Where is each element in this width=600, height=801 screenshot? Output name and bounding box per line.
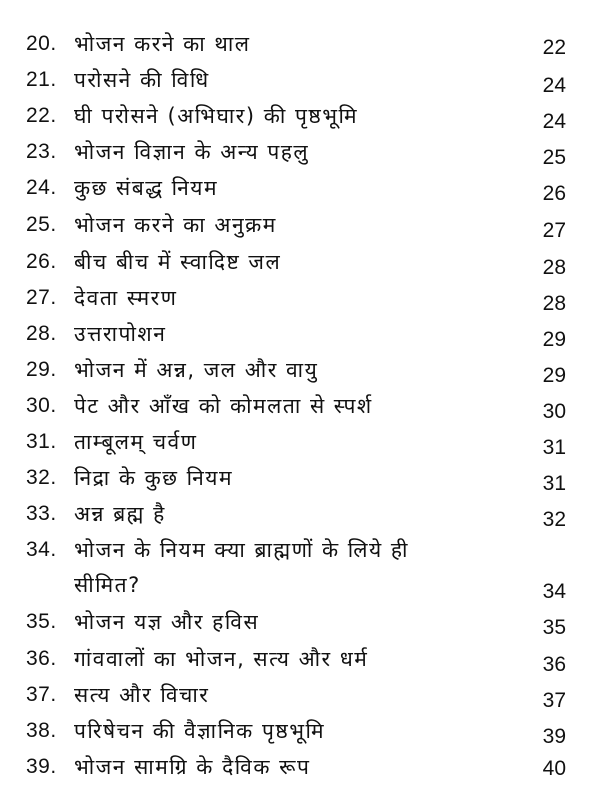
entry-title: ताम्बूलम् चर्वण	[74, 430, 198, 454]
entry-page: 24	[542, 74, 566, 97]
entry-number: 39.	[26, 755, 57, 778]
entry-title: घी परोसने (अभिघार) की पृष्ठभूमि	[74, 104, 359, 128]
entry-number: 37.	[26, 683, 57, 706]
entry-page: 31	[542, 472, 566, 495]
entry-title: परोसने की विधि	[74, 68, 210, 92]
entry-title: भोजन करने का थाल	[74, 32, 251, 56]
entry-title-continuation: सीमित?	[74, 573, 141, 597]
entry-title: भोजन में अन्न, जल और वायु	[74, 358, 319, 382]
entry-number: 25.	[26, 213, 57, 236]
entry-title: भोजन यज्ञ और हविस	[74, 610, 260, 634]
entry-title: अन्न ब्रह्म है	[74, 502, 166, 526]
entry-page: 37	[542, 689, 566, 712]
entry-title: भोजन करने का अनुक्रम	[74, 213, 277, 237]
entry-number: 32.	[26, 466, 57, 489]
entry-page: 35	[542, 616, 566, 639]
entry-title: कुछ संबद्ध नियम	[74, 176, 218, 200]
entry-page: 29	[542, 328, 566, 351]
entry-number: 30.	[26, 394, 57, 417]
entry-number: 36.	[26, 647, 57, 670]
entry-page: 24	[542, 110, 566, 133]
entry-title: निद्रा के कुछ नियम	[74, 466, 234, 490]
entry-page: 26	[542, 182, 566, 205]
entry-title: सत्य और विचार	[74, 683, 210, 707]
entry-title: उत्तरापोशन	[74, 322, 167, 346]
entry-title: पेट और आँख को कोमलता से स्पर्श	[74, 394, 373, 418]
entry-number: 29.	[26, 358, 57, 381]
entry-number: 24.	[26, 176, 57, 199]
entry-number: 21.	[26, 68, 57, 91]
entry-number: 22.	[26, 104, 57, 127]
entry-page: 27	[542, 219, 566, 242]
entry-page: 40	[542, 757, 566, 780]
entry-page: 36	[542, 653, 566, 676]
entry-number: 38.	[26, 719, 57, 742]
entry-page: 28	[542, 292, 566, 315]
entry-title: बीच बीच में स्वादिष्ट जल	[74, 250, 282, 274]
entry-page: 30	[542, 400, 566, 423]
entry-number: 20.	[26, 32, 57, 55]
entry-page: 28	[542, 256, 566, 279]
entry-page: 34	[542, 580, 566, 603]
entry-title: गांववालों का भोजन, सत्य और धर्म	[74, 647, 369, 671]
entry-page: 29	[542, 364, 566, 387]
entry-title: परिषेचन की वैज्ञानिक पृष्ठभूमि	[74, 719, 326, 743]
entry-number: 31.	[26, 430, 57, 453]
entry-title: देवता स्मरण	[74, 286, 178, 310]
entry-number: 27.	[26, 286, 57, 309]
entry-title: भोजन विज्ञान के अन्य पहलु	[74, 140, 310, 164]
entry-number: 35.	[26, 610, 57, 633]
entry-number: 26.	[26, 250, 57, 273]
entry-number: 28.	[26, 322, 57, 345]
entry-page: 31	[542, 436, 566, 459]
entry-number: 34.	[26, 538, 57, 561]
entry-number: 23.	[26, 140, 57, 163]
entry-page: 32	[542, 508, 566, 531]
entry-title: भोजन सामग्रि के दैविक रूप	[74, 755, 311, 779]
entry-page: 22	[542, 36, 566, 59]
entry-page: 25	[542, 146, 566, 169]
entry-title: भोजन के नियम क्या ब्राह्मणों के लिये ही	[74, 538, 409, 562]
entry-number: 33.	[26, 502, 57, 525]
entry-page: 39	[542, 725, 566, 748]
